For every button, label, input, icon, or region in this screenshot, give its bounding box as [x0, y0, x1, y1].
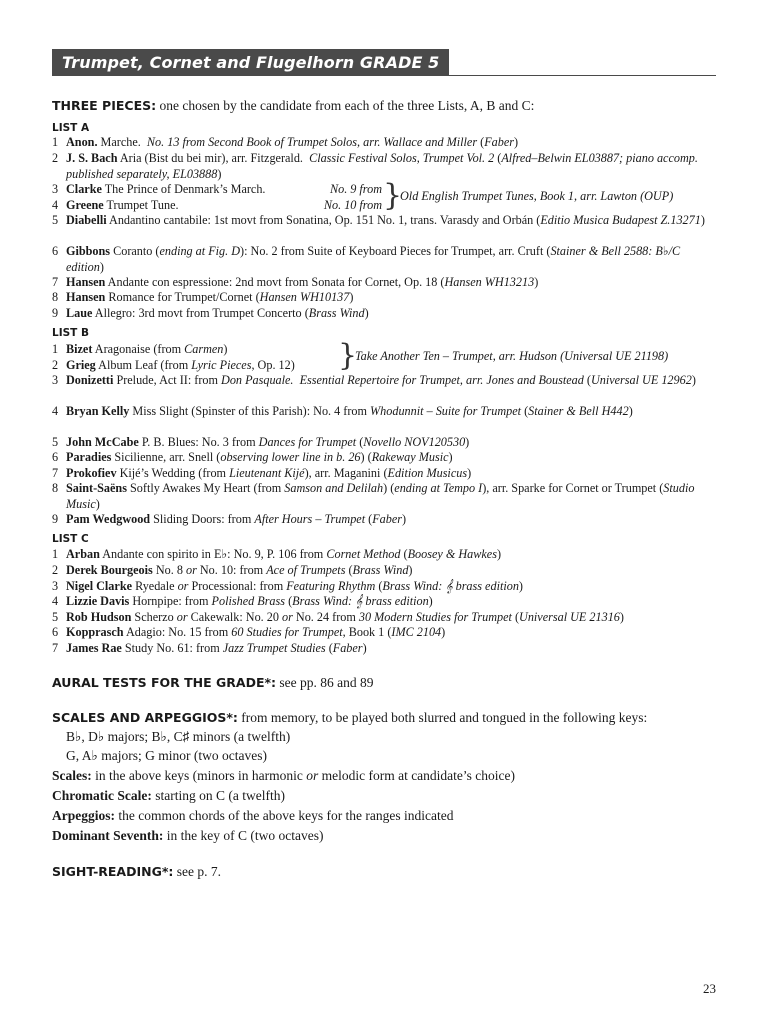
arpeggios-text: the common chords of the above keys for the ranges indicated [118, 808, 454, 823]
source: Old English Trumpet Tunes, Book 1, arr. Lawton [400, 189, 638, 203]
list-a-item [52, 182, 382, 198]
group-brace: } [383, 178, 403, 213]
list-a-item: 6 Gibbons Coranto (ending at Fig. D): No. 2 from Suite of Keyboard Pieces for Trumpet, arr. Cruft (Stainer & Bell 2588: B♭/C edition) [52, 244, 681, 274]
source: Cornet Method [326, 547, 401, 561]
piece: Scherzo [134, 610, 174, 624]
source: Carmen [184, 342, 224, 356]
publisher: Brass Wind [352, 563, 409, 577]
scales-line [52, 768, 515, 784]
item-number: 5 [52, 213, 59, 227]
list-b-item: 4 Bryan Kelly Miss Slight (Spinster of this Parish): No. 4 from Whodunnit – Suite for Trumpet (Stainer & Bell H442) [52, 404, 633, 418]
composer: Derek Bourgeois [66, 563, 153, 577]
item-number: 4 [52, 594, 59, 608]
item-number: 7 [52, 641, 59, 655]
aural-label: AURAL TESTS FOR THE GRADE*: [52, 675, 277, 690]
composer: Clarke [66, 182, 102, 196]
source: Take Another Ten – Trumpet, arr. Hudson [355, 349, 558, 363]
note: ending at Tempo I [394, 481, 483, 495]
title-text: Trumpet, Cornet and Flugelhorn GRADE 5 [62, 53, 440, 72]
three-pieces-label: THREE PIECES: [52, 98, 157, 113]
aural-text: see pp. 86 and 89 [279, 675, 374, 690]
source: Lyric Pieces [191, 358, 252, 372]
source: Dances for Trumpet [258, 435, 357, 449]
item-number: 3 [52, 373, 59, 387]
composer: Laue [66, 306, 93, 320]
publisher: Novello NOV120530 [363, 435, 466, 449]
source: After Hours – Trumpet [254, 512, 366, 526]
chromatic-label: Chromatic Scale: [52, 788, 152, 803]
composer: Nigel Clarke [66, 579, 133, 593]
item-number: 7 [52, 466, 59, 480]
item-number: 9 [52, 512, 59, 526]
or: or [176, 610, 188, 624]
list-b-group-note: Take Another Ten – Trumpet, arr. Hudson (Universal UE 21198) [355, 349, 669, 363]
composer: Donizetti [66, 373, 114, 387]
list-a-item: 8 Hansen Romance for Trumpet/Cornet (Hansen WH10137) [52, 290, 354, 304]
composer: Gibbons [66, 244, 111, 258]
list-c-label: LIST C [52, 533, 89, 545]
item-number: 4 [52, 404, 59, 418]
piece: P. B. Blues: No. 3 from [141, 435, 256, 449]
item-number: 3 [52, 182, 59, 196]
page-title [52, 49, 449, 76]
piece: No. 24 from [295, 610, 356, 624]
publisher: Faber [484, 135, 514, 149]
item-number: 2 [52, 563, 59, 577]
publisher: Universal UE 21316 [519, 610, 620, 624]
list-c-item: 3 Nigel Clarke Ryedale or Processional: from Featuring Rhythm (Brass Wind: 𝄞 brass edition) [52, 579, 523, 593]
composer: John McCabe [66, 435, 139, 449]
publisher: Stainer & Bell H442 [528, 404, 629, 418]
piece: No. 8 [155, 563, 183, 577]
piece: Ryedale [135, 579, 175, 593]
punct: ) [223, 342, 228, 356]
publisher: Universal UE 12962 [590, 373, 692, 387]
source: No. 10 from [323, 198, 382, 212]
composer: Pam Wedgwood [66, 512, 151, 526]
list-a-label: LIST A [52, 122, 90, 134]
composer: Hansen [66, 290, 106, 304]
piece: Miss Slight (Spinster of this Parish): No. 4 from [132, 404, 367, 418]
item-number: 5 [52, 610, 59, 624]
list-a-item [52, 198, 382, 214]
piece: Album Leaf (from [98, 358, 189, 372]
arpeggios-line [52, 808, 454, 824]
source: 60 Studies for Trumpet [231, 625, 343, 639]
piece: Aria (Bist du bei mir), arr. Fitzgerald. [119, 151, 303, 165]
piece: Adagio: No. 15 from [125, 625, 229, 639]
source: No. 13 from Second Book of Trumpet Solos, arr. Wallace and Miller [146, 135, 478, 149]
publisher: Rakeway Music [371, 450, 449, 464]
publisher: Faber [332, 641, 363, 655]
piece: Processional: from [191, 579, 284, 593]
source: No. 9 from [329, 182, 382, 196]
piece: Andante con espressione: 2nd movt from Sonata for Cornet, Op. 18 [107, 275, 438, 289]
source: Lieutenant Kijé [229, 466, 305, 480]
list-c-item: 5 Rob Hudson Scherzo or Cakewalk: No. 20 or No. 24 from 30 Modern Studies for Trumpet (Universal UE 21316) [52, 610, 624, 624]
composer: Grieg [66, 358, 96, 372]
item-number: 9 [52, 306, 59, 320]
list-a-item: 1 Anon. Marche. No. 13 from Second Book of Trumpet Solos, arr. Wallace and Miller (Faber) [52, 135, 519, 149]
list-c-item: 7 James Rae Study No. 61: from Jazz Trumpet Studies (Faber) [52, 641, 367, 655]
piece: Cakewalk: No. 20 [190, 610, 279, 624]
list-b-item: 6 Paradies Sicilienne, arr. Snell (observing lower line in b. 26) (Rakeway Music) [52, 450, 453, 464]
publisher: Hansen WH10137 [259, 290, 350, 304]
item-number: 1 [52, 342, 59, 356]
punct: , Op. 12) [251, 358, 295, 372]
source: Jazz Trumpet Studies [222, 641, 326, 655]
publisher: OUP [644, 189, 670, 203]
note: observing lower line in b. 26 [220, 450, 361, 464]
piece: Hornpipe: from [132, 594, 209, 608]
publisher: IMC 2104 [391, 625, 442, 639]
composer: Saint-Saëns [66, 481, 127, 495]
item-number: 1 [52, 547, 59, 561]
piece: Aragonaise (from [94, 342, 182, 356]
composer: Bryan Kelly [66, 404, 130, 418]
list-b-item: 8 Saint-Saëns Softly Awakes My Heart (from Samson and Delilah) (ending at Tempo I), arr. Sparke for Cornet or Trumpet (Studio Music) [52, 481, 695, 511]
item-number: 5 [52, 435, 59, 449]
piece: Romance for Trumpet/Cornet [108, 290, 253, 304]
publisher: Studio Music [66, 481, 695, 511]
composer: Rob Hudson [66, 610, 132, 624]
chromatic-line [52, 788, 285, 804]
list-b-label: LIST B [52, 327, 89, 339]
aural-tests-heading [52, 675, 374, 691]
composer: Anon. [66, 135, 98, 149]
scales-sub-text: melodic form at candidate’s choice) [321, 768, 516, 783]
arranger: , arr. Sparke for Cornet or Trumpet [486, 481, 657, 495]
composer: J. S. Bach [66, 151, 118, 165]
piece: Sliding Doors: from [153, 512, 252, 526]
publisher: Editio Musica Budapest Z.13271 [540, 213, 701, 227]
source: ): No. 2 from Suite of Keyboard Pieces for Trumpet, arr. Cruft [240, 244, 544, 258]
piece: Allegro: 3rd movt from Trumpet Concerto [94, 306, 302, 320]
composer: Hansen [66, 275, 106, 289]
list-b-item: 9 Pam Wedgwood Sliding Doors: from After Hours – Trumpet (Faber) [52, 512, 407, 526]
or: or [185, 563, 197, 577]
or: or [177, 579, 189, 593]
piece: Andantino cantabile: 1st movt from Sonatina, Op. 151 No. 1, trans. Varasdy and Orbán [109, 213, 534, 227]
piece: Prelude, Act II: from [116, 373, 218, 387]
sight-reading-heading [52, 864, 221, 880]
scale-keys-line-1: B♭, D♭ majors; B♭, C♯ minors (a twelfth) [66, 729, 291, 744]
source: Classic Festival Solos, Trumpet Vol. 2 [309, 151, 495, 165]
publisher: Faber [372, 512, 402, 526]
group-brace: } [338, 338, 358, 373]
publisher: Edition Musicus [387, 466, 468, 480]
list-b-item: 3 Donizetti Prelude, Act II: from Don Pasquale. Essential Repertoire for Trumpet, arr. Jones and Boustead (Universal UE 12962) [52, 373, 696, 387]
publisher: Alfred–Belwin EL03887; piano accomp. published separately, EL03888 [66, 151, 698, 181]
item-number: 8 [52, 481, 59, 495]
item-number: 2 [52, 358, 59, 372]
composer: James Rae [66, 641, 122, 655]
source: Whodunnit – Suite for Trumpet [370, 404, 522, 418]
composer: Arban [66, 547, 100, 561]
chromatic-text: starting on C (a twelfth) [155, 788, 285, 803]
list-a-item: 2 J. S. Bach Aria (Bist du bei mir), arr. Fitzgerald. Classic Festival Solos, Trumpet Vol. 2 (Alfred–Belwin EL03887; piano accomp. published separately, EL03888) [52, 151, 698, 181]
page-number: 23 [703, 981, 716, 996]
item-number: 3 [52, 579, 59, 593]
item-number: 4 [52, 198, 59, 212]
dominant-text: in the key of C (two octaves) [166, 828, 324, 843]
publisher: Brass Wind: 𝄞 brass edition [382, 579, 519, 593]
publisher: Brass Wind [308, 306, 365, 320]
sight-text: see p. 7. [176, 864, 221, 879]
publisher: Hansen WH13213 [444, 275, 535, 289]
punct: ) [383, 481, 388, 495]
source: 30 Modern Studies for Trumpet [358, 610, 512, 624]
scales-sub-text: in the above keys (minors in harmonic [95, 768, 303, 783]
arpeggios-label: Arpeggios: [52, 808, 115, 823]
item-number: 6 [52, 450, 59, 464]
dominant-line [52, 828, 323, 844]
dominant-label: Dominant Seventh: [52, 828, 164, 843]
sight-label: SIGHT-READING*: [52, 864, 174, 879]
list-a-item: 5 Diabelli Andantino cantabile: 1st movt from Sonatina, Op. 151 No. 1, trans. Varasdy and Orbán (Editio Musica Budapest Z.13271) [52, 213, 705, 227]
publisher: Stainer & Bell 2588: B♭/C edition [66, 244, 681, 274]
or: or [306, 768, 319, 783]
source: Samson and Delilah [284, 481, 384, 495]
item-number: 2 [52, 151, 59, 165]
source: Essential Repertoire for Trumpet, arr. Jones and Boustead [299, 373, 584, 387]
list-c-item: 1 Arban Andante con spirito in E♭: No. 9, P. 106 from Cornet Method (Boosey & Hawkes) [52, 547, 502, 561]
publisher: Brass Wind: 𝄞 brass edition [292, 594, 429, 608]
scales-label: SCALES AND ARPEGGIOS*: [52, 710, 238, 725]
scales-heading [52, 710, 647, 726]
list-c-item: 4 Lizzie Davis Hornpipe: from Polished Brass (Brass Wind: 𝄞 brass edition) [52, 594, 433, 608]
title-rule [52, 75, 716, 76]
composer: Paradies [66, 450, 112, 464]
piece: Marche. [100, 135, 141, 149]
composer: Diabelli [66, 213, 107, 227]
source: Ace of Trumpets [266, 563, 346, 577]
item-number: 7 [52, 275, 59, 289]
item-number: 1 [52, 135, 59, 149]
piece: No. 10: from [199, 563, 264, 577]
item-number: 6 [52, 244, 59, 258]
note: ending at Fig. D [159, 244, 241, 258]
piece: Coranto [113, 244, 153, 258]
item-number: 6 [52, 625, 59, 639]
list-c-item: 6 Kopprasch Adagio: No. 15 from 60 Studies for Trumpet, Book 1 (IMC 2104) [52, 625, 446, 639]
composer: Lizzie Davis [66, 594, 130, 608]
item-number: 8 [52, 290, 59, 304]
list-c-item: 2 Derek Bourgeois No. 8 or No. 10: from Ace of Trumpets (Brass Wind) [52, 563, 413, 577]
list-b-item: 5 John McCabe P. B. Blues: No. 3 from Dances for Trumpet (Novello NOV120530) [52, 435, 470, 449]
scales-text: from memory, to be played both slurred and tongued in the following keys: [241, 710, 648, 725]
composer: Greene [66, 198, 104, 212]
book: , Book 1 [342, 625, 385, 639]
piece: Study No. 61: from [124, 641, 220, 655]
list-a-item: 9 Laue Allegro: 3rd movt from Trumpet Concerto (Brass Wind) [52, 306, 369, 320]
piece: Sicilienne, arr. Snell [114, 450, 214, 464]
publisher: Universal UE 21198 [564, 349, 665, 363]
or: or [282, 610, 293, 624]
list-b-item [52, 358, 342, 374]
three-pieces-heading [52, 98, 534, 114]
list-b-item [52, 342, 342, 358]
composer: Bizet [66, 342, 93, 356]
three-pieces-text: one chosen by the candidate from each of the three Lists, A, B and C: [159, 98, 535, 113]
publisher: Boosey & Hawkes [407, 547, 497, 561]
source: Featuring Rhythm [286, 579, 376, 593]
composer: Prokofiev [66, 466, 117, 480]
list-b-item: 7 Prokofiev Kijé’s Wedding (from Lieutenant Kijé), arr. Maganini (Edition Musicus) [52, 466, 472, 480]
composer: Kopprasch [66, 625, 124, 639]
list-a-item: 7 Hansen Andante con espressione: 2nd movt from Sonata for Cornet, Op. 18 (Hansen WH13213) [52, 275, 539, 289]
scale-keys-line-2: G, A♭ majors; G minor (two octaves) [66, 748, 267, 763]
source: Polished Brass [211, 594, 286, 608]
piece: The Prince of Denmark’s March. [104, 182, 266, 196]
piece: Kijé’s Wedding (from [119, 466, 227, 480]
punct: ), arr. Maganini [304, 466, 381, 480]
piece: Softly Awakes My Heart (from [130, 481, 282, 495]
scales-sub-label: Scales: [52, 768, 92, 783]
piece: Andante con spirito in E♭: No. 9, P. 106 from [102, 547, 324, 561]
opera: Don Pasquale. [221, 373, 294, 387]
piece: Trumpet Tune. [106, 198, 179, 212]
list-a-group-note: Old English Trumpet Tunes, Book 1, arr. Lawton (OUP) [400, 189, 674, 203]
